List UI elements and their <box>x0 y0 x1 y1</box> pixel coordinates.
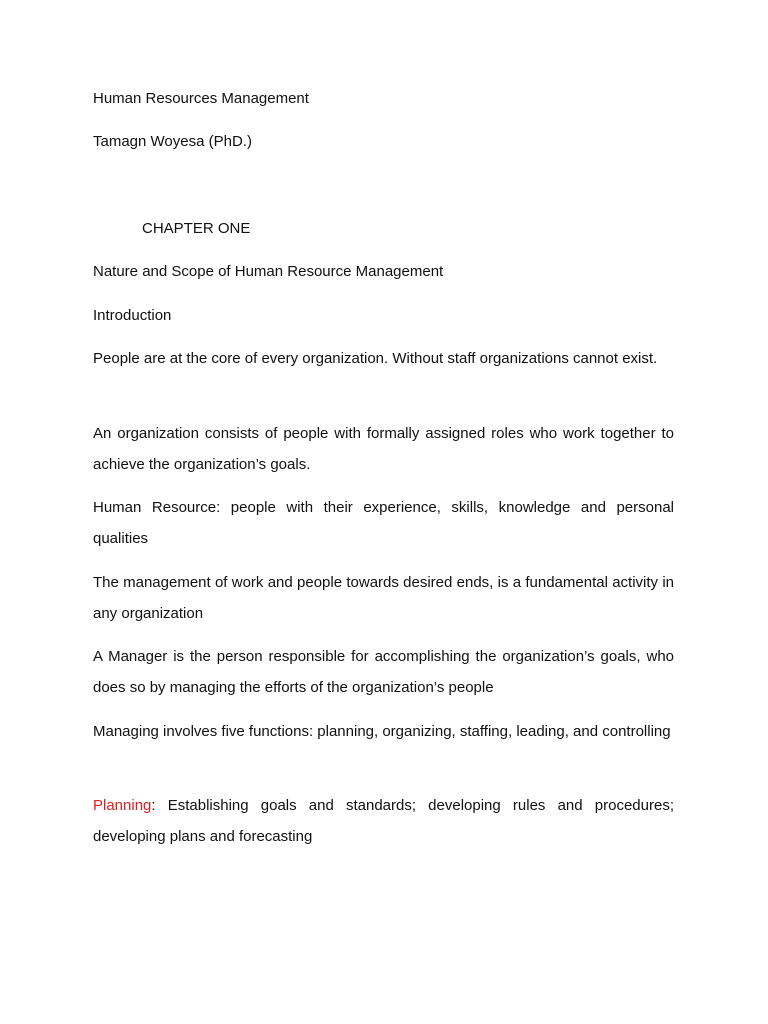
document-title: Human Resources Management <box>93 90 309 107</box>
planning-term: Planning <box>93 797 152 814</box>
paragraph-management-activity: The management of work and people towards desired ends, is a fundamental activity in any organization <box>93 574 674 622</box>
paragraph-planning-definition <box>93 790 674 852</box>
paragraph-manager-definition: A Manager is the person responsible for accomplishing the organization’s goals, who does so by managing the efforts of the organization’s people <box>93 648 674 696</box>
paragraph-five-functions: Managing involves five functions: planning, organizing, staffing, leading, and controlling <box>93 723 671 740</box>
author-name: Tamagn Woyesa (PhD.) <box>93 133 252 150</box>
planning-definition-text: : Establishing goals and standards; developing rules and procedures; developing plans and forecasting <box>93 797 674 845</box>
paragraph-people-core: People are at the core of every organization. Without staff organizations cannot exist. <box>93 350 658 367</box>
chapter-title: Nature and Scope of Human Resource Management <box>93 263 444 280</box>
paragraph-human-resource-definition: Human Resource: people with their experience, skills, knowledge and personal qualities <box>93 499 674 547</box>
paragraph-organization-definition: An organization consists of people with formally assigned roles who work together to achieve the organization’s goals. <box>93 425 674 473</box>
chapter-label: CHAPTER ONE <box>142 220 251 237</box>
section-heading-introduction: Introduction <box>93 307 172 324</box>
